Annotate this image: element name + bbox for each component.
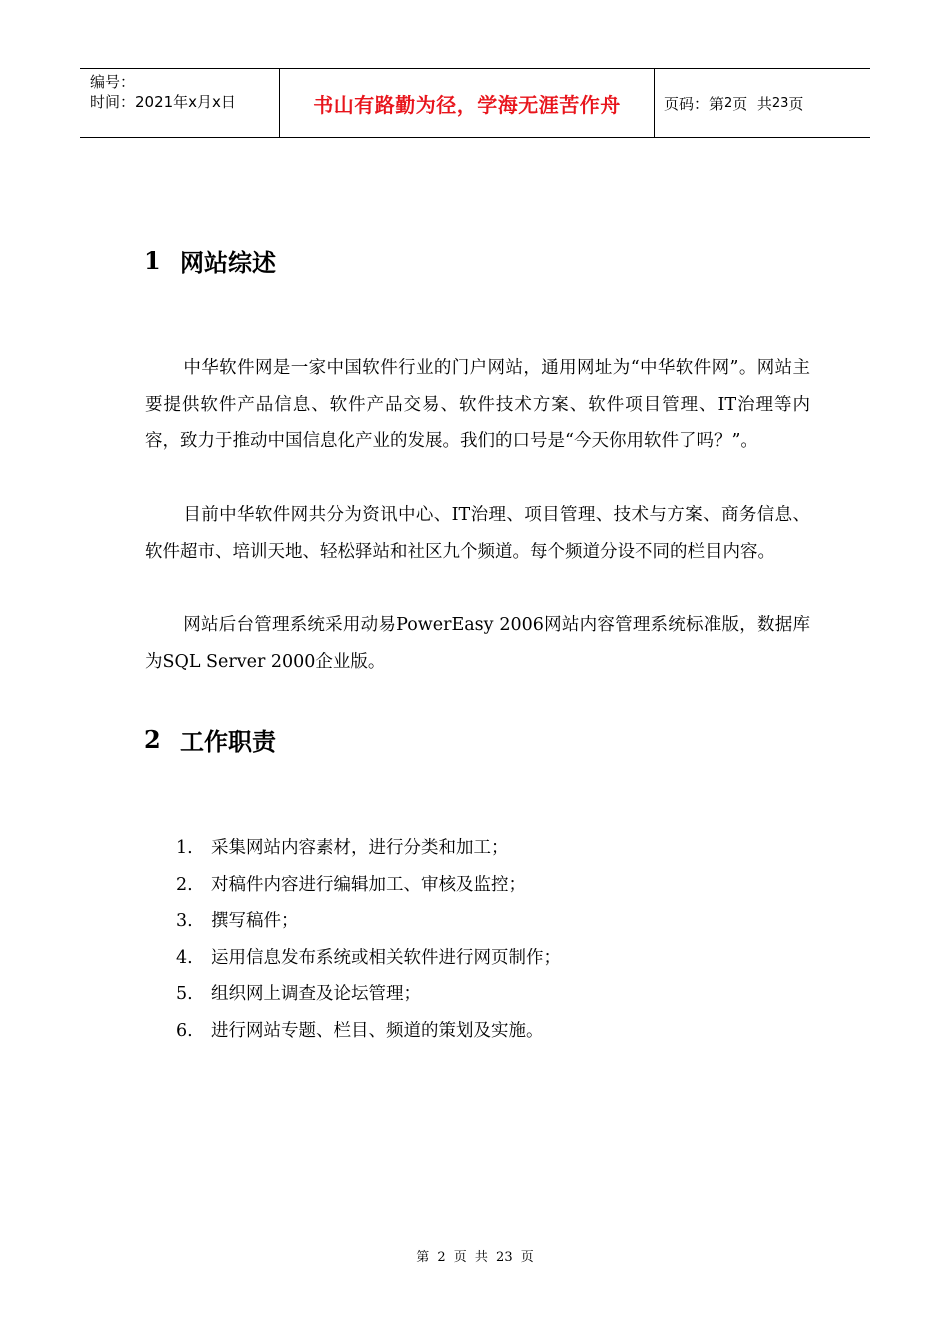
paragraph-text: 网站后台管理系统采用动易PowerEasy 2006网站内容管理系统标准版，数据库为SQL Server 2000企业版。 <box>145 615 810 672</box>
list-item <box>176 867 561 904</box>
list-item-text: 对稿件内容进行编辑加工、审核及监控； <box>211 874 526 895</box>
header-page-info <box>655 69 870 137</box>
page-prefix: 页码：第 <box>664 94 725 113</box>
list-item-text: 运用信息发布系统或相关软件进行网页制作； <box>211 947 561 968</box>
document-number-label: 编号： <box>90 73 136 91</box>
list-item-number: 2. <box>176 874 193 895</box>
section-number: 1 <box>144 246 161 275</box>
section-heading-1 <box>144 243 276 278</box>
list-item-number: 1. <box>176 838 193 858</box>
list-item-text: 采集网站内容素材，进行分类和加工； <box>211 838 509 858</box>
list-item-text: 进行网站专题、栏目、频道的策划及实施。 <box>211 1020 544 1041</box>
duty-list <box>176 830 561 1049</box>
section-number: 2 <box>144 725 161 754</box>
list-item-number: 4. <box>176 947 193 968</box>
list-item <box>176 976 561 1013</box>
document-header <box>80 68 870 138</box>
paragraph <box>145 497 810 570</box>
section-title: 网站综述 <box>180 248 276 277</box>
page-current: 2 <box>724 95 733 111</box>
header-motto: 书山有路勤为径，学海无涯苦作舟 <box>280 69 655 137</box>
paragraph <box>145 350 810 460</box>
document-date: 时间：2021年x月x日 <box>90 93 236 111</box>
list-item <box>176 903 561 940</box>
paragraph <box>145 607 810 680</box>
section-title: 工作职责 <box>180 727 276 756</box>
page-middle: 页 共 <box>732 94 772 113</box>
list-item-number: 3. <box>176 911 193 931</box>
list-item-text: 撰写稿件； <box>211 911 299 931</box>
header-meta <box>80 69 280 137</box>
paragraph-text: 目前中华软件网共分为资讯中心、IT治理、项目管理、技术与方案、商务信息、软件超市、培训天地、轻松驿站和社区九个频道。每个频道分设不同的栏目内容。 <box>145 505 810 562</box>
list-item-number: 5. <box>176 984 193 1004</box>
list-item-text: 组织网上调查及论坛管理； <box>211 984 421 1004</box>
list-item <box>176 1013 561 1050</box>
list-item-number: 6. <box>176 1020 193 1041</box>
page-footer: 第 2 页 共 23 页 <box>416 1250 534 1265</box>
section-heading-2 <box>144 722 276 757</box>
page-suffix: 页 <box>788 94 804 113</box>
list-item <box>176 940 561 977</box>
page-total: 23 <box>771 95 789 111</box>
list-item <box>176 830 561 867</box>
paragraph-text: 中华软件网是一家中国软件行业的门户网站，通用网址为“中华软件网”。网站主要提供软件产品信息、软件产品交易、软件技术方案、软件项目管理、IT治理等内容，致力于推动中国信息化产业的发展。我们的口号是“今天你用软件了吗？”。 <box>145 358 810 451</box>
